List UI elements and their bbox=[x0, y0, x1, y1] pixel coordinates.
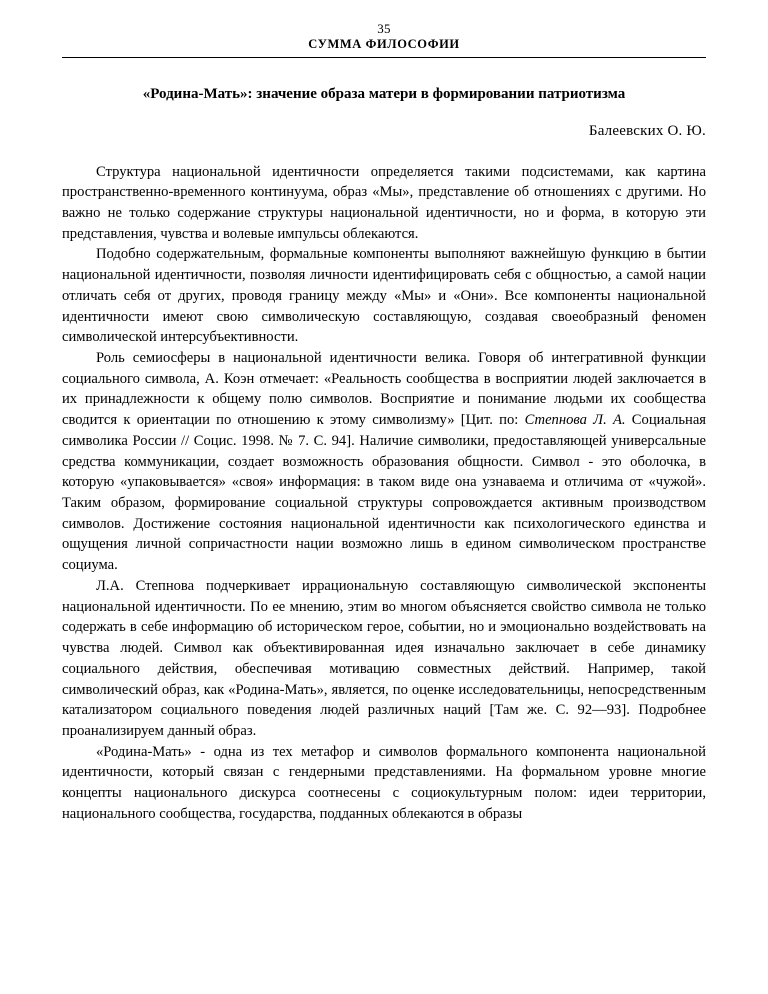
paragraph: «Родина-Мать» - одна из тех метафор и символов формального компонента национальной идентичности, который связан с гендерными представлениями. На формальном уровне многие концепты национального дискурса соотнесены с социокультурным полом: идеи территории, национального сообщества, государства, подданных облекаются в образы bbox=[62, 743, 706, 822]
citation-source: Степнова Л. А. bbox=[524, 412, 626, 429]
author-name: Балеевских О. Ю. bbox=[588, 122, 706, 139]
paragraph: Роль семиосферы в национальной идентичности велика. Говоря об интегративной функции социального символа, А. Коэн отмечает: «Реальность сообщества в восприятии людей заключается в их принадлежности к общему полю символов. Восприятие и понимание людьми их сообщества сводится к ориентации по отношению к этому символизму» [Цит. по: Степнова Л. А. Социальная символика России // Социс. 1998. № 7. С. 94]. Наличие символики, предоставляющей универсальные средства коммуникации, создает возможность образования общности. Символ - это оболочка, в которую «упаковывается» «своя» информация: в таком виде она узнаваема и отличима от «чужой». Таким образом, формирование социальной структуры сопровождается активным производством символов. Достижение состояния национальной идентичности как психологического единства и ощущения личной сопричастности нации возможно лишь в едином символическом пространстве социума. bbox=[62, 350, 707, 574]
page-title: «Родина-Мать»: значение образа матери в формировании патриотизма bbox=[142, 86, 626, 103]
paragraph: Структура национальной идентичности определяется такими подсистемами, как картина пространственно-временного континуума, образ «Мы», представление об отношениях с другими. Но важно не только содержание структуры национальной идентичности, но и форма, в которую эти представления, чувства и волевые импульсы облекаются. bbox=[62, 163, 706, 242]
article-body bbox=[62, 162, 706, 825]
page-number: 35 bbox=[377, 21, 391, 36]
header-divider bbox=[62, 57, 706, 58]
paragraph: Подобно содержательным, формальные компоненты выполняют важнейшую функцию в бытии национальной идентичности, позволяя личности идентифицировать себя с общностью, а самой нации отличать себя от других, проводя границу между «Мы» и «Они». Все компоненты национальной идентичности имеют свою символическую составляющую, создавая своеобразный феномен символической интерсубъективности. bbox=[62, 246, 706, 346]
running-head: СУММА ФИЛОСОФИИ bbox=[308, 37, 460, 52]
paragraph: Л.А. Степнова подчеркивает иррациональную составляющую символической экспоненты национальной идентичности. По ее мнению, этим во многом объясняется свойство символа не только содержать в себе информацию об историческом герое, событии, но и эмоционально воздействовать на чувства людей. Символ как объективированная идея изначально заключает в себе динамику социального действия, обеспечивая мотивацию совместных действий. Например, такой символический образ, как «Родина-Мать», является, по оценке исследовательницы, непосредственным катализатором социального поведения людей различных наций [Там же. С. 92—93]. Подробнее проанализируем данный образ. bbox=[62, 577, 706, 739]
